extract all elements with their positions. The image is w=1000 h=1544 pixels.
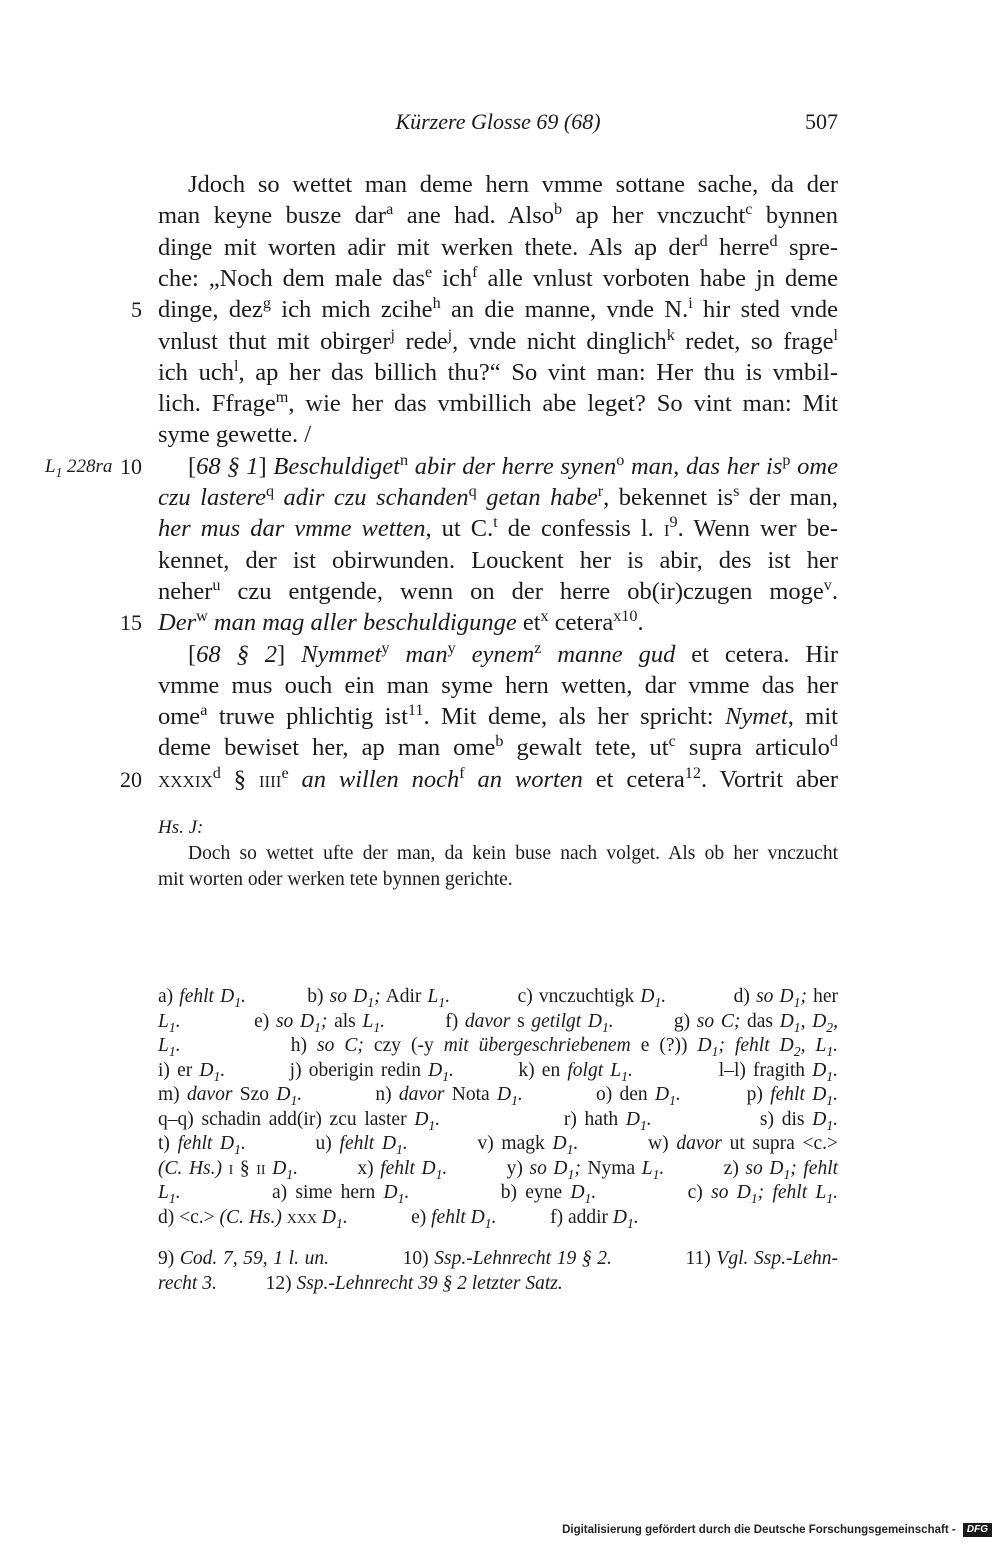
text-line: ome$^a$ truwe phlichtig ist$^{11}$. Mit deme, als her spricht: Nymet, mit	[158, 702, 838, 731]
dfg-logo: DFG	[963, 1523, 992, 1537]
margin-folio-sigla: $L_1$ 228ra	[45, 455, 113, 480]
text-line: syme gewette. /	[158, 421, 312, 449]
note-line: recht 3. 12) Ssp.-Lehnrecht 39 § 2 letzter Satz.	[158, 1272, 563, 1294]
text-line: vmme mus ouch ein man syme hern wetten, dar vmme das her	[158, 671, 838, 699]
line-number: 10	[120, 453, 142, 479]
apparatus-line: a) fehlt $D_1$. b) so $D_1$; Adir $L_1$. c) vnczuchtigk $D_1$. d) so $D_1$; her	[158, 986, 838, 1010]
text-line: Der$^w$ man mag aller beschuldigunge $et^x$ cetera$^{x10}$.	[158, 608, 644, 637]
text-line: Jdoch so wettet man deme hern vmme sottane sache, da der	[188, 171, 838, 198]
apparatus-line: (C. Hs.) i § ii $D_1$. x) fehlt $D_1$. y) so $D_1$; Nyma $L_1$. z) so $D_1$; fehlt	[158, 1157, 839, 1182]
text-line: xxxix$^d$ § iiii$^e$ an willen noch$^f$ an worten et cetera$^{12}$. Vortrit aber	[158, 764, 839, 793]
apparatus-line: $L_1$. a) sime hern $D_1$. b) eyne $D_1$. c) so $D_1$; fehlt $L_1$.	[158, 1182, 838, 1206]
text-line: dinge, dez$^g$ ich mich zcihe$^h$ an die manne, vnde N.$^i$ hir sted vnde	[158, 295, 838, 324]
digitization-credit	[562, 1522, 992, 1538]
text-line: vnlust thut mit obirger$^j$ rede$^j$, vnde nicht dinglich$^k$ redet, so frage$^l$	[158, 326, 838, 355]
text-line: deme bewiset her, ap man ome$^b$ gewalt tete, $ut^c$ supra articulo$^d$	[158, 733, 838, 762]
text-line: kennet, der ist obirwunden. Louckent her is abir, des ist her	[158, 546, 838, 574]
line-number: 5	[131, 297, 142, 323]
hs-j-line: Doch so wettet ufte der man, da kein buse nach volget. Als ob her vnczucht	[188, 843, 838, 864]
text-line: ich uch$^l$, ap her das billich thu?“ So vint man: Her thu is vmbil-	[158, 357, 839, 386]
text-line: dinge mit worten adir mit werken thete. Als ap der$^d$ herre$^d$ spre-	[158, 232, 838, 261]
apparatus-line: d) <c.> (C. Hs.) xxx $D_1$. e) fehlt $D_1$. f) addir $D_1$.	[158, 1206, 639, 1231]
text-line: [68 § 1] Beschuldiget$^n$ abir der herre synen$^o$ man, das her $is^p$ ome	[188, 451, 838, 480]
text-line: man keyne busze dar$^a$ ane had. Also$^b$ ap her vnczucht$^c$ bynnen	[158, 201, 839, 230]
line-number: 15	[120, 610, 142, 636]
text-line: her mus dar vmme wetten, ut C.$^t$ de confessis l. $i^9$. Wenn wer be-	[158, 514, 839, 543]
text-line: neher$^u$ czu entgende, wenn on der herre ob(ir)czugen moge$^v$.	[158, 577, 838, 605]
hs-j-label: Hs. J:	[158, 817, 204, 838]
running-header	[158, 106, 838, 138]
text-line: czu lastere$^q$ adir czu schanden$^q$ getan habe$^r$, bekennet $is^s$ der man,	[158, 483, 839, 511]
text-line: che: „Noch dem male das$^e$ ich$^f$ alle vnlust vorboten habe jn deme	[158, 264, 838, 292]
credit-text: Digitalisierung gefördert durch die Deutsche Forschungsgemeinschaft -	[562, 1524, 956, 1536]
apparatus-line: $L_1$. h) so C; czy (-y mit übergeschriebenem e (?)) $D_1$; fehlt $D_2$, $L_1$.	[158, 1035, 839, 1059]
apparatus-line: i) er $D_1$. j) oberigin redin $D_1$. k) en folgt $L_1$. l–l) fragith $D_1$.	[158, 1059, 838, 1084]
apparatus-line: t) fehlt $D_1$. u) fehlt $D_1$. v) magk $D_1$. w) davor ut supra <c.>	[158, 1133, 839, 1157]
note-line: 9) Cod. 7, 59, 1 l. un. 10) Ssp.-Lehnrecht 19 § 2. 11) Vgl. Ssp.-Lehn-	[158, 1248, 838, 1269]
apparatus-line: q–q) schadin add(ir) zcu laster $D_1$. r) hath $D_1$. s) dis $D_1$.	[158, 1108, 839, 1133]
apparatus-line: m) davor Szo $D_1$. n) davor Nota $D_1$. o) den $D_1$. p) fehlt $D_1$.	[158, 1084, 838, 1108]
running-title: Kürzere Glosse 69 (68)	[395, 109, 601, 134]
line-number: 20	[120, 766, 142, 792]
text-line: [68 § 2] Nymmet$^y$ man$^y$ eynem$^z$ manne gud et cetera. Hir	[188, 639, 839, 668]
text-line: lich. Ffrage$^m$, wie her das vmbillich abe leget? So vint man: Mit	[158, 389, 838, 418]
page-number: 507	[805, 109, 838, 134]
apparatus-line: $L_1$. e) so $D_1$; als $L_1$. f) davor s getilgt $D_1$. g) so C; das $D_1$, $D_2$,	[158, 1010, 838, 1035]
hs-j-line: mit worten oder werken tete bynnen gerichte.	[158, 869, 513, 890]
